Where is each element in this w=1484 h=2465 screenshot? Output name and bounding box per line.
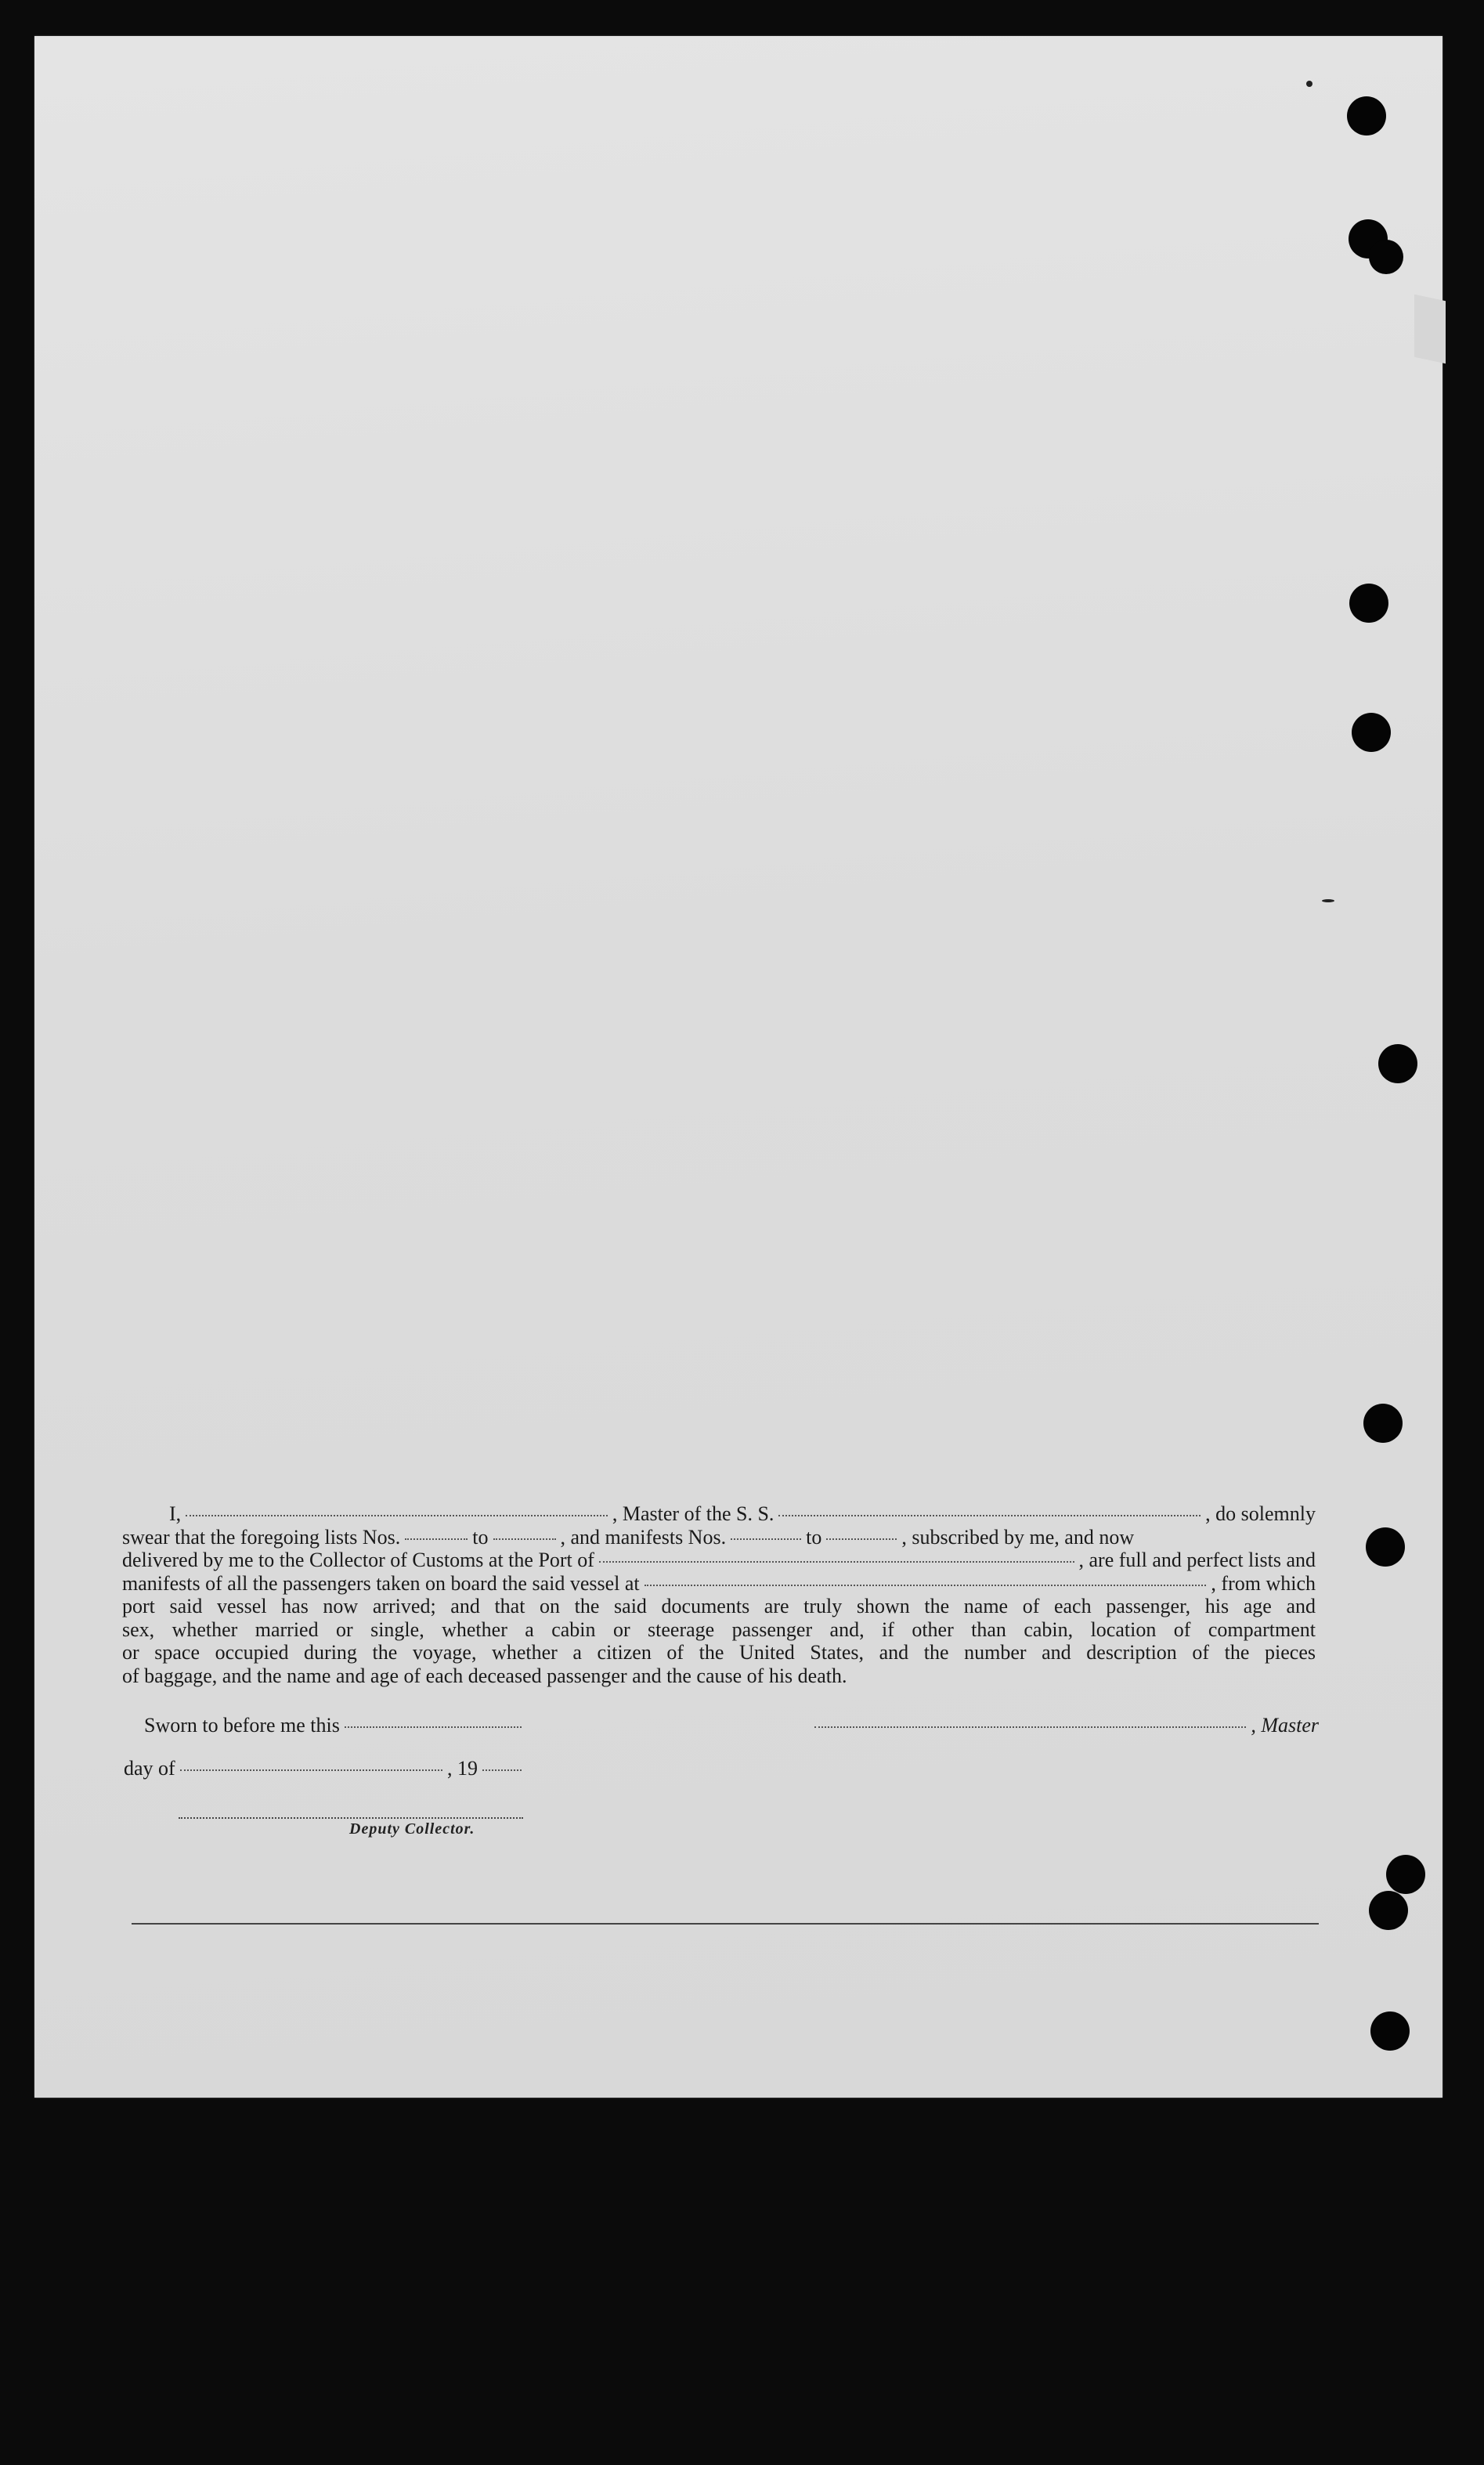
oath-text: , do solemnly (1205, 1502, 1316, 1525)
day-label: day of (124, 1757, 175, 1780)
punch-hole (1349, 584, 1388, 623)
manifest-to-blank (826, 1538, 897, 1540)
oath-line-5 (122, 1595, 1316, 1618)
oath-paragraph (122, 1502, 1316, 1687)
punch-hole (1369, 240, 1403, 274)
oath-text: , subscribed by me, and now (901, 1525, 1135, 1549)
page-tab (1414, 295, 1446, 364)
punch-hole (1352, 713, 1391, 752)
oath-line-7 (122, 1641, 1316, 1664)
ink-speck (1306, 81, 1312, 87)
oath-line-6 (122, 1618, 1316, 1642)
punch-hole (1369, 1891, 1408, 1930)
deputy-label: Deputy Collector. (349, 1820, 475, 1838)
month-blank (180, 1769, 442, 1771)
oath-text: sex, whether married or single, whether a cabin or steerage passenger and, if other than cabin, location of compartment (122, 1617, 1316, 1641)
oath-text: delivered by me to the Collector of Customs at the Port of (122, 1549, 594, 1571)
document-page (34, 36, 1442, 2098)
year-blank (482, 1769, 522, 1771)
sworn-label: Sworn to before me this (144, 1714, 340, 1737)
list-to-blank (493, 1538, 556, 1540)
day-row (124, 1757, 526, 1780)
oath-text: , are full and perfect lists and (1078, 1549, 1316, 1571)
oath-text: to (472, 1525, 489, 1549)
oath-text: of baggage, and the name and age of each deceased passenger and the cause of his death. (122, 1664, 847, 1687)
oath-text: , from which (1211, 1571, 1316, 1595)
oath-text: , and manifests Nos. (560, 1525, 727, 1549)
sworn-row (144, 1714, 526, 1737)
oath-line-4 (122, 1572, 1316, 1596)
master-label: , Master (1251, 1714, 1319, 1737)
oath-line-3 (122, 1549, 1316, 1572)
oath-line-8 (122, 1664, 1316, 1688)
master-signature-row (810, 1714, 1319, 1737)
punch-hole (1363, 1404, 1403, 1443)
punch-hole (1386, 1855, 1425, 1894)
oath-text: I, (169, 1502, 182, 1525)
embark-port-blank (645, 1585, 1207, 1586)
bottom-rule (132, 1923, 1319, 1925)
master-name-blank (186, 1515, 608, 1516)
manifest-from-blank (731, 1538, 801, 1540)
sworn-date-blank (345, 1726, 522, 1728)
oath-text: , Master of the S. S. (612, 1502, 774, 1525)
oath-text: to (806, 1525, 822, 1549)
ink-speck (1322, 899, 1334, 902)
list-from-blank (405, 1538, 468, 1540)
oath-text: swear that the foregoing lists Nos. (122, 1525, 401, 1549)
oath-text: manifests of all the passengers taken on board the said vessel at (122, 1571, 640, 1595)
oath-line-2 (122, 1526, 1316, 1549)
port-blank (599, 1561, 1074, 1563)
deputy-signature-blank (179, 1817, 523, 1819)
ship-name-blank (778, 1515, 1201, 1516)
punch-hole (1378, 1044, 1417, 1083)
punch-hole (1347, 96, 1386, 136)
year-label: , 19 (447, 1757, 478, 1780)
oath-text: port said vessel has now arrived; and that on the said documents are truly shown the name of each passenger, his age and (122, 1595, 1316, 1617)
master-signature-blank (814, 1726, 1246, 1728)
oath-line-1 (122, 1502, 1316, 1526)
punch-hole (1366, 1527, 1405, 1567)
oath-text: or space occupied during the voyage, whether a citizen of the United States, and the number and description of the pieces (122, 1641, 1316, 1664)
punch-hole (1370, 2011, 1410, 2051)
